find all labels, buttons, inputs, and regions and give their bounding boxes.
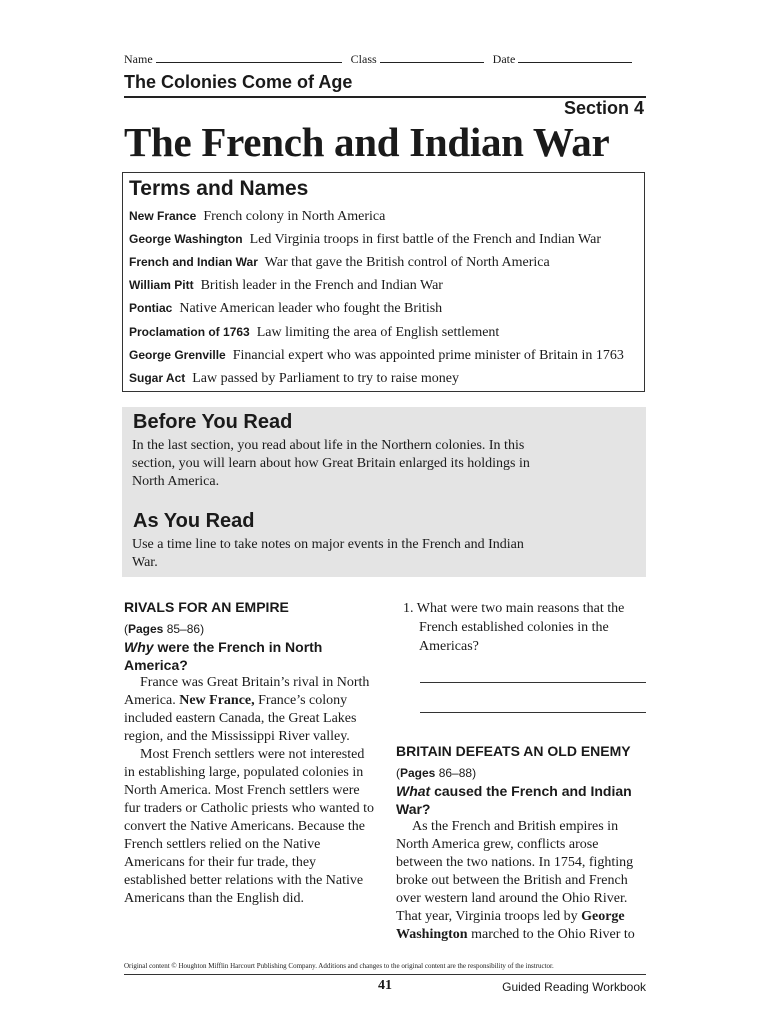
student-info-line xyxy=(124,52,644,67)
term-row xyxy=(129,348,624,364)
britain-heading: BRITAIN DEFEATS AN OLD ENEMY xyxy=(396,743,631,759)
paragraph-text: As the French and British empires in North America grew, conflicts arose between the two nations. In 1754, fighting broke out between the British and French over western land around the Ohio River. That year, Virginia troops led by xyxy=(396,819,634,924)
question-1-text xyxy=(403,599,648,656)
pages-label: Pages xyxy=(400,766,436,780)
term-definition: War that gave the British control of North America xyxy=(264,255,550,270)
answer-line-1[interactable] xyxy=(420,682,646,683)
rivals-section xyxy=(124,596,376,908)
term-row xyxy=(129,232,601,248)
class-label: Class xyxy=(350,52,377,66)
question-lead: Why xyxy=(124,639,154,655)
rivals-question xyxy=(124,638,376,674)
term-definition: Law passed by Parliament to try to raise money xyxy=(192,371,459,386)
term-row xyxy=(129,325,499,341)
question-rest: were the French in North America? xyxy=(124,639,323,673)
key-term-new-france: New France, xyxy=(179,693,255,708)
book-title: Guided Reading Workbook xyxy=(502,980,646,994)
copyright-note: Original content © Houghton Mifflin Harcourt Publishing Company. Additions and changes to the original content are the responsibility of the instructor. xyxy=(124,962,554,970)
term-definition: Financial expert who was appointed prime minister of Britain in 1763 xyxy=(232,348,624,363)
paragraph-text: marched to the Ohio River to xyxy=(471,927,635,942)
terms-heading: Terms and Names xyxy=(129,177,309,200)
term-name: Proclamation of 1763 xyxy=(129,325,250,339)
paragraph-text: France was Great Britain’s rival in North America. xyxy=(124,675,370,708)
question-number: 1. xyxy=(403,601,414,616)
question-1 xyxy=(403,599,648,656)
pages-label: Pages xyxy=(128,622,164,636)
question-prompt: What were two main reasons that the French established colonies in the Americas? xyxy=(416,601,625,654)
term-name: New France xyxy=(129,209,197,223)
page-title: The French and Indian War xyxy=(124,119,610,165)
before-you-read-text: In the last section, you read about life in the Northern colonies. In this section, you will learn about how Great Britain enlarged its holdings in North America. xyxy=(132,438,530,489)
term-definition: British leader in the French and Indian War xyxy=(200,278,443,293)
term-definition: French colony in North America xyxy=(203,209,386,224)
question-lead: What xyxy=(396,783,431,799)
term-name: Pontiac xyxy=(129,301,173,315)
chapter-title: The Colonies Come of Age xyxy=(124,72,353,92)
term-name: William Pitt xyxy=(129,278,194,292)
as-you-read-heading: As You Read xyxy=(133,510,255,532)
class-blank[interactable] xyxy=(380,52,484,63)
britain-section xyxy=(396,740,648,944)
section-label: Section 4 xyxy=(563,98,644,118)
term-definition: Led Virginia troops in first battle of the French and Indian War xyxy=(249,232,602,247)
rivals-heading: RIVALS FOR AN EMPIRE xyxy=(124,599,289,615)
term-name: George Washington xyxy=(129,232,243,246)
name-label: Name xyxy=(124,52,153,66)
reading-guide-box xyxy=(122,407,646,577)
term-row xyxy=(129,301,442,317)
term-definition: Law limiting the area of English settlement xyxy=(256,325,500,340)
date-label: Date xyxy=(492,52,516,66)
term-name: French and Indian War xyxy=(129,255,258,269)
question-rest: caused the French and Indian War? xyxy=(396,783,632,817)
britain-pages: (Pages 86–88) xyxy=(396,766,477,780)
answer-line-2[interactable] xyxy=(420,712,646,713)
rivals-paragraph-1 xyxy=(124,674,376,746)
term-name: Sugar Act xyxy=(129,371,186,385)
term-row xyxy=(129,209,385,225)
britain-paragraph-1 xyxy=(396,818,648,944)
as-you-read-text: Use a time line to take notes on major events in the French and Indian War. xyxy=(132,537,524,570)
term-name: George Grenville xyxy=(129,348,226,362)
date-blank[interactable] xyxy=(518,52,632,63)
rivals-pages: (Pages 85–86) xyxy=(124,622,205,636)
term-row xyxy=(129,371,459,387)
paragraph-text: France’s colony included eastern Canada, the Great Lakes region, and the Mississippi River valley. xyxy=(124,693,357,744)
name-blank[interactable] xyxy=(156,52,342,63)
term-definition: Native American leader who fought the British xyxy=(179,301,443,316)
pages-range: 86–88 xyxy=(438,766,473,780)
pages-range: 85–86 xyxy=(166,622,201,636)
britain-question xyxy=(396,782,648,818)
term-row xyxy=(129,278,443,294)
page-number: 41 xyxy=(378,978,392,993)
rivals-paragraph-2: Most French settlers were not interested in establishing large, populated colonies in North America. Most French settlers were fur traders or Catholic priests who wanted to convert the Native Americans. Because the French settlers relied on the Native Americans for their fur trade, they established better relations with the Native Americans than the English did. xyxy=(124,747,374,906)
before-you-read-heading: Before You Read xyxy=(133,411,293,433)
term-row xyxy=(129,255,550,271)
footer-divider xyxy=(124,974,646,975)
terms-and-names-box xyxy=(122,172,645,392)
key-term-george-washington: George Washington xyxy=(396,909,625,942)
